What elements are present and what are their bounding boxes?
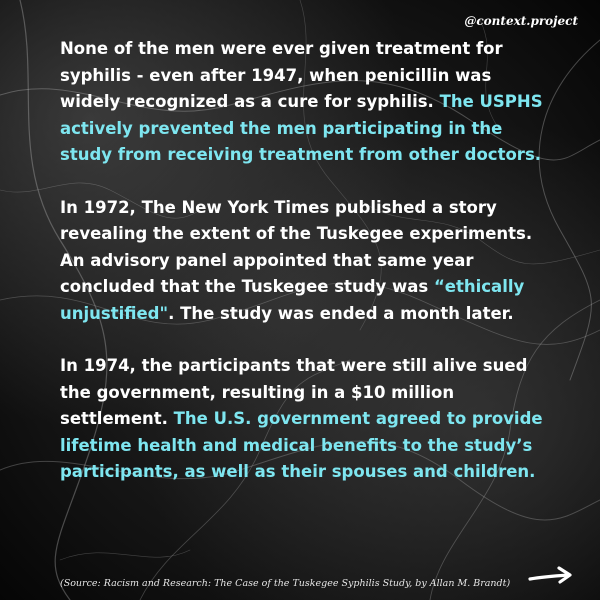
paragraph-3 xyxy=(60,353,546,486)
paragraph-3-text: In 1974, the participants that were still alive sued the government, resulting in a $10 million settlement. xyxy=(60,356,528,428)
paragraph-1-highlight: The USPHS actively prevented the men participating in the study from receiving treatment from other doctors. xyxy=(60,92,543,164)
paragraph-1 xyxy=(60,36,546,169)
paragraph-2-highlight: “ethically unjustified" xyxy=(60,277,525,323)
paragraph-2-text-end: . The study was ended a month later. xyxy=(168,303,514,323)
paragraph-3-highlight: The U.S. government agreed to provide lifetime health and medical benefits to the study’s participants, as well as their spouses and children. xyxy=(60,409,543,481)
body-text xyxy=(60,36,546,512)
source-citation: (Source: Racism and Research: The Case of the Tuskegee Syphilis Study, by Allan M. Brandt) xyxy=(60,578,511,589)
paragraph-1-text: None of the men were ever given treatment for syphilis - even after 1947, when penicillin was widely recognized as a cure for syphilis. xyxy=(60,39,503,111)
account-handle: @context.project xyxy=(464,14,578,28)
paragraph-2-text: In 1972, The New York Times published a story revealing the extent of the Tuskegee experiments. An advisory panel appointed that same year concluded that the Tuskegee study was xyxy=(60,197,533,296)
arrow-right-icon[interactable] xyxy=(528,566,574,586)
paragraph-2 xyxy=(60,195,546,328)
